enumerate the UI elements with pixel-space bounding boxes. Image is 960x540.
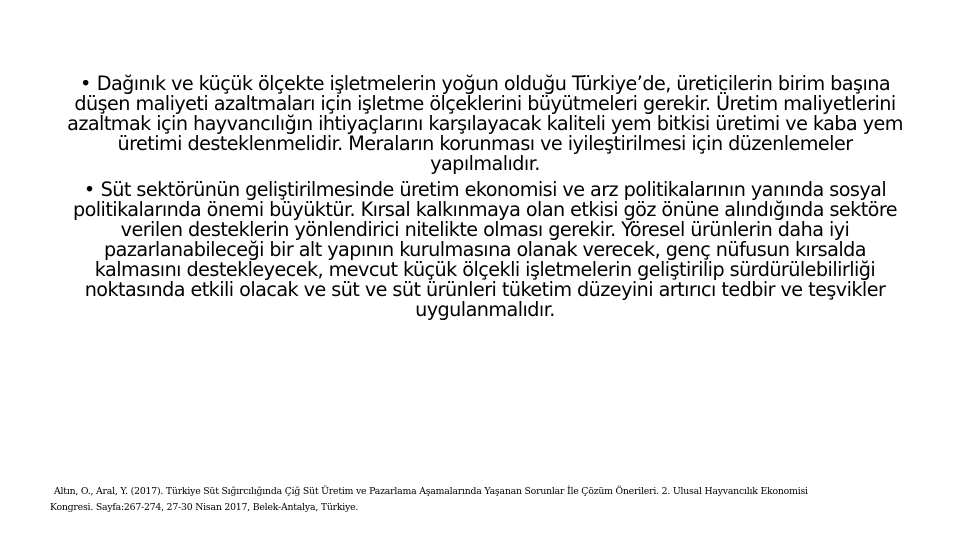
citation-line-2: Kongresi. Sayfa:267-274, 27-30 Nisan 2017, Belek-Antalya, Türkiye. xyxy=(50,502,359,513)
citation-authors: Altın, O., Aral, Y. xyxy=(54,486,128,497)
citation-details: (2017). Türkiye Süt Sığırcılığında Çiğ Süt Üretim ve Pazarlama Aşamalarında Yaşanan Sorunlar İle Çözüm Önerileri. 2. Ulusal Hayvancılık Ekonomisi xyxy=(127,486,808,497)
bullet-item-2 xyxy=(60,180,910,320)
bullet-text: Dağınık ve küçük ölçekte işletmelerin yoğun olduğu Türkiye’de, üreticilerin birim başına düşen maliyeti azaltmaları için işletme ölçeklerini büyütmeleri gerekir. Üretim maliyetlerini azaltmak için hayvancılığın ihtiyaçlarını karşılayacak kaliteli yem bitkisi üretimi ve kaba yem üretimi desteklenmelidir. Meraların korunması ve iyileştirilmesi için düzenlemeler yapılmalıdır. xyxy=(67,72,903,175)
bullet-marker: • xyxy=(83,178,95,201)
citation xyxy=(50,484,910,516)
citation-line-1 xyxy=(50,484,910,500)
bullet-marker: • xyxy=(79,72,91,95)
bullet-item-1 xyxy=(60,74,910,174)
bullet-text: Süt sektörünün geliştirilmesinde üretim ekonomisi ve arz politikalarının yanında sosyal politikalarında önemi büyüktür. Kırsal kalkınmaya olan etkisi göz önüne alındığında sektöre verilen desteklerin yönlendirici nitelikte olması gerekir. Yöresel ürünlerin daha iyi pazarlanabileceği bir alt yapının kurulmasına olanak verecek, genç nüfusun kırsalda kalmasını destekleyecek, mevcut küçük ölçekli işletmelerin geliştirilip sürdürülebilirliği noktasında etkili olacak ve süt ve süt ürünleri tüketim düzeyini artırıcı tedbir ve teşvikler uygulanmalıdır. xyxy=(72,178,898,321)
bullet-list xyxy=(60,74,910,326)
